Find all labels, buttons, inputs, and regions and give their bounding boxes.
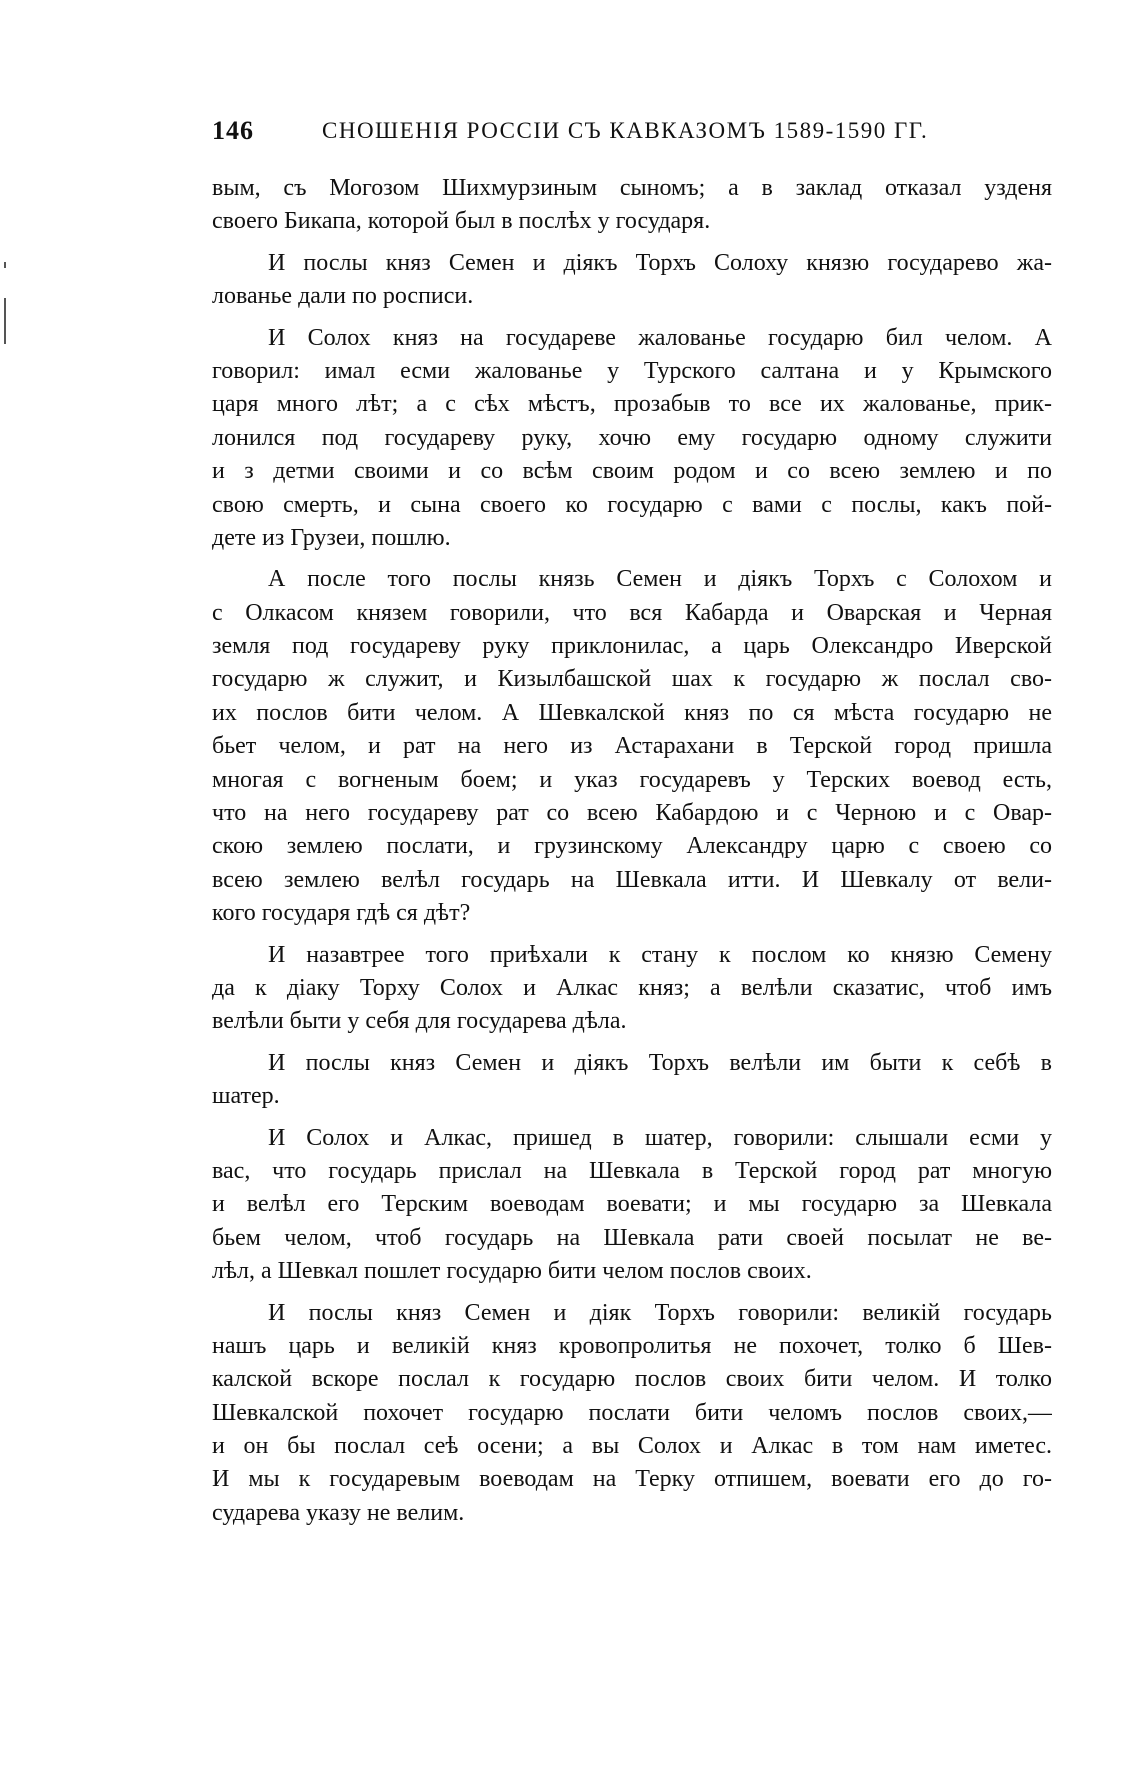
text-line: говорил: имал есми жалованье у Турского салтана и у Крымского <box>212 357 1052 384</box>
paragraph <box>212 172 1052 239</box>
paragraph-gap <box>212 314 1052 322</box>
paragraph <box>212 1122 1052 1289</box>
paragraph <box>212 1297 1052 1531</box>
paragraph-gap <box>212 555 1052 563</box>
text-line: И Солох и Алкас, пришед в шатер, говорили: слышали есми у <box>268 1124 1052 1151</box>
scan-mark <box>4 262 6 268</box>
running-title: СНОШЕНІЯ РОССІИ СЪ КАВКАЗОМЪ 1589-1590 ГГ. <box>322 118 929 143</box>
text-line: многая с вогненым боем; и указ государевъ у Терских воевод есть, <box>212 766 1052 793</box>
text-line: что на него государеву рат со всею Кабардою и с Черною и с Овар- <box>212 800 1052 827</box>
text-line: И послы княз Семен и діякъ Торхъ Солоху князю государево жа- <box>268 249 1052 276</box>
text-line: кого государя гдѣ ся дѣт? <box>212 900 471 927</box>
text-line: своего Бикапа, которой был в послѣх у государя. <box>212 208 711 235</box>
text-line: бьет челом, и рат на него из Астарахани в Терской город пришла <box>212 733 1052 760</box>
text-line: вым, съ Могозом Шихмурзиным сыномъ; а в заклад отказал узденя <box>212 175 1052 201</box>
text-line: нашъ царь и великій княз кровопролитья не похочет, толко б Шев- <box>212 1332 1052 1359</box>
text-line: и з детми своими и со всѣм своим родом и со всею землею и по <box>212 458 1052 485</box>
text-line: земля под государеву руку приклонилас, а царь Олександро Иверской <box>212 633 1052 660</box>
paragraph-gap <box>212 931 1052 939</box>
paragraph-gap <box>212 1289 1052 1297</box>
text-line: Шевкалской похочет государю послати бити челомъ послов своих,— <box>212 1399 1052 1426</box>
text-line: А после того послы князь Семен и діякъ Торхъ с Солохом и <box>268 566 1052 593</box>
text-line: И Солох княз на государеве жалованье государю бил челом. А <box>268 324 1052 351</box>
text-line: с Олкасом князем говорили, что вся Кабарда и Оварская и Черная <box>212 599 1052 626</box>
paragraph <box>212 322 1052 556</box>
text-line: сударева указу не велим. <box>212 1499 465 1526</box>
paragraph-gap <box>212 1114 1052 1122</box>
text-line: лѣл, а Шевкал пошлет государю бити челом послов своих. <box>212 1258 812 1285</box>
running-header <box>212 116 1052 156</box>
page-number: 146 <box>212 116 254 145</box>
text-line: лонился под государеву руку, хочю ему государю одному служити <box>212 424 1052 451</box>
text-line: вас, что государь прислал на Шевкала в Терской город рат многую <box>212 1157 1052 1184</box>
text-line: скою землею послати, и грузинскому Александру царю с своею со <box>212 833 1052 860</box>
text-line: да к діаку Торху Солох и Алкас княз; а велѣли сказатис, чтоб имъ <box>212 974 1052 1001</box>
body-text <box>212 172 1052 1530</box>
text-line: свою смерть, и сына своего ко государю с вами с послы, какъ пой- <box>212 491 1052 518</box>
paragraph <box>212 1047 1052 1114</box>
text-line: И послы княз Семен и діяк Торхъ говорили: великій государь <box>268 1299 1052 1326</box>
paragraph <box>212 939 1052 1039</box>
text-line: И послы княз Семен и діякъ Торхъ велѣли им быти к себѣ в <box>268 1049 1052 1076</box>
scan-mark <box>4 298 6 344</box>
text-line: лованье дали по росписи. <box>212 283 474 310</box>
text-line: шатер. <box>212 1083 280 1110</box>
text-line: государю ж служит, и Кизылбашской шах к государю ж послал сво- <box>212 666 1052 693</box>
text-line: бьем челом, чтоб государь на Шевкала рати своей посылат не ве- <box>212 1224 1052 1251</box>
text-line: велѣли быти у себя для государева дѣла. <box>212 1008 627 1035</box>
text-line: И мы к государевым воеводам на Терку отпишем, воевати его до го- <box>212 1466 1052 1493</box>
text-line: и он бы послал сеѣ осени; а вы Солох и Алкас в том нам иметес. <box>212 1433 1052 1460</box>
text-line: И назавтрее того приѣхали к стану к послом ко князю Семену <box>268 941 1052 968</box>
text-line: и велѣл его Терским воеводам воевати; и мы государю за Шевкала <box>212 1191 1052 1218</box>
paragraph <box>212 247 1052 314</box>
text-line: дете из Грузеи, пошлю. <box>212 524 451 551</box>
paragraph <box>212 563 1052 930</box>
paragraph-gap <box>212 1039 1052 1047</box>
text-line: всею землею велѣл государь на Шевкала итти. И Шевкалу от вели- <box>212 866 1052 893</box>
text-line: царя много лѣт; а с сѣх мѣстъ, прозабыв то все их жалованье, прик- <box>212 391 1052 418</box>
text-line: калской вскоре послал к государю послов своих бити челом. И толко <box>212 1366 1052 1393</box>
text-line: их послов бити челом. А Шевкалской княз по ся мѣста государю не <box>212 699 1052 726</box>
paragraph-gap <box>212 239 1052 247</box>
